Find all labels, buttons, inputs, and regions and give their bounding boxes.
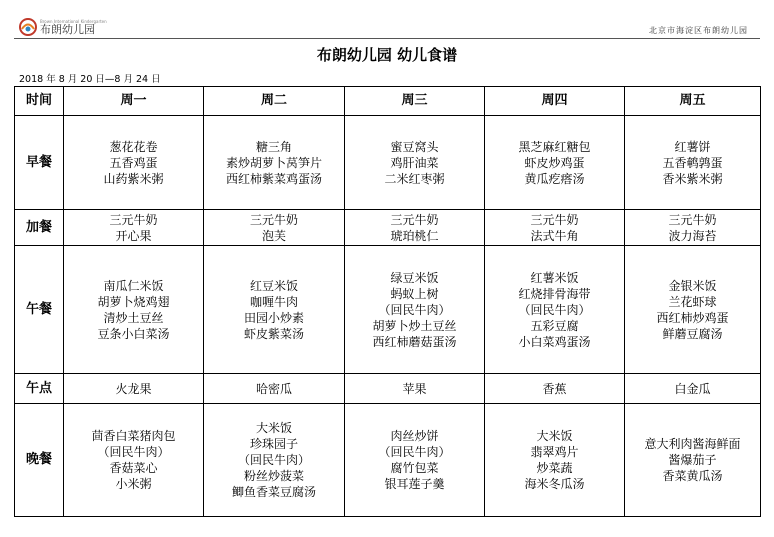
menu-cell — [64, 374, 204, 404]
dish-list — [204, 278, 344, 342]
dish-list — [64, 381, 203, 397]
dish-list — [204, 420, 344, 500]
dish-list — [625, 381, 760, 397]
dish-item: 绿豆米饭 — [390, 270, 439, 285]
meal-label: 加餐 — [15, 210, 64, 246]
dish-item: 虾皮紫菜汤 — [243, 326, 304, 341]
dish-item: 火龙果 — [115, 381, 152, 396]
menu-cell — [204, 374, 345, 404]
dish-item: 西红柿紫菜鸡蛋汤 — [225, 171, 322, 186]
menu-cell — [345, 246, 485, 374]
menu-cell — [64, 404, 204, 517]
meal-row — [15, 116, 761, 210]
menu-cell — [64, 116, 204, 210]
dish-item: 香菜黄瓜汤 — [662, 469, 723, 483]
menu-cell — [625, 404, 761, 517]
table-header-row — [15, 87, 761, 116]
meal-label: 午点 — [15, 374, 64, 404]
menu-table — [14, 86, 761, 517]
dish-item: 咖喱牛肉 — [249, 294, 298, 309]
dish-item: （回民牛肉） — [378, 302, 451, 317]
dish-item: 波力海苔 — [668, 228, 717, 243]
dish-item: 红薯米饭 — [530, 270, 579, 285]
dish-item: 黄瓜疙瘩汤 — [524, 171, 585, 186]
dish-list — [204, 212, 344, 244]
meal-row — [15, 404, 761, 517]
dish-item: 海米冬瓜汤 — [524, 477, 585, 491]
dish-item: 南瓜仁米饭 — [103, 278, 164, 293]
menu-cell — [625, 374, 761, 404]
dish-item: 鲫鱼香菜豆腐汤 — [231, 485, 316, 499]
dish-item: 蜜豆窝头 — [390, 139, 439, 154]
dish-item: （回民牛肉） — [237, 453, 310, 467]
school-name-right: 北京市海淀区布朗幼儿园 — [649, 26, 748, 35]
dish-item: 酱爆茄子 — [668, 453, 717, 467]
dish-item: 三元牛奶 — [530, 212, 579, 227]
dish-list — [345, 139, 484, 187]
dish-item: 黑芝麻红糖包 — [518, 139, 591, 154]
dish-list — [345, 381, 484, 397]
logo-icon — [18, 17, 38, 37]
menu-cell — [625, 116, 761, 210]
dish-list — [485, 270, 624, 350]
dish-item: 开心果 — [115, 228, 152, 243]
day-header: 周一 — [64, 87, 204, 116]
dish-list — [485, 428, 624, 492]
dish-item: 肉丝炒饼 — [390, 429, 439, 443]
menu-cell — [204, 210, 345, 246]
day-header: 周五 — [625, 87, 761, 116]
dish-item: 大米饭 — [536, 429, 573, 443]
dish-item: 西红柿炒鸡蛋 — [656, 310, 729, 325]
dish-item: 田园小炒素 — [243, 310, 304, 325]
dish-list — [485, 139, 624, 187]
dish-item: （回民牛肉） — [518, 302, 591, 317]
dish-item: 珍珠园子 — [249, 437, 298, 451]
menu-cell — [204, 404, 345, 517]
dish-item: 意大利肉酱海鲜面 — [644, 437, 741, 451]
dish-item: 金银米饭 — [668, 278, 717, 293]
menu-cell — [485, 246, 625, 374]
dish-item: 山药紫米粥 — [103, 171, 164, 186]
dish-list — [345, 270, 484, 350]
menu-cell — [625, 246, 761, 374]
dish-item: 苹果 — [402, 381, 427, 396]
logo-text: 布朗幼儿园 — [40, 23, 95, 36]
dish-item: 红薯饼 — [674, 139, 711, 154]
menu-cell — [345, 404, 485, 517]
dish-item: 虾皮炒鸡蛋 — [524, 155, 585, 170]
dish-item: 香米紫米粥 — [662, 171, 723, 186]
dish-item: 法式牛角 — [530, 228, 579, 243]
dish-item: 胡萝卜烧鸡翅 — [97, 294, 170, 309]
menu-cell — [485, 210, 625, 246]
dish-list — [625, 436, 760, 484]
dish-item: 腐竹包菜 — [390, 461, 439, 475]
dish-item: 鲜蘑豆腐汤 — [662, 326, 723, 341]
dish-item: 三元牛奶 — [390, 212, 439, 227]
dish-list — [625, 212, 760, 244]
day-header: 周三 — [345, 87, 485, 116]
dish-item: 三元牛奶 — [109, 212, 158, 227]
logo-small-text: Brown International Kindergarten — [40, 19, 107, 24]
dish-item: 西红柿蘑菇蛋汤 — [372, 334, 457, 349]
menu-cell — [485, 374, 625, 404]
menu-cell — [485, 116, 625, 210]
dish-item: 香蕉 — [542, 381, 567, 396]
dish-list — [64, 212, 203, 244]
menu-cell — [345, 116, 485, 210]
dish-item: 兰花虾球 — [668, 294, 717, 309]
dish-list — [64, 428, 203, 492]
dish-item: 小白菜鸡蛋汤 — [518, 334, 591, 349]
dish-item: 葱花花卷 — [109, 139, 158, 154]
dish-item: 素炒胡萝卜莴笋片 — [225, 155, 322, 170]
dish-item: 五香鸡蛋 — [109, 155, 158, 170]
dish-item: 茴香白菜猪肉包 — [91, 429, 176, 443]
dish-list — [625, 278, 760, 342]
dish-item: 豆条小白菜汤 — [97, 326, 170, 341]
menu-cell — [64, 210, 204, 246]
dish-item: （回民牛肉） — [97, 445, 170, 459]
dish-item: 泡芙 — [261, 228, 286, 243]
dish-item: 蚂蚁上树 — [390, 286, 439, 301]
dish-item: 白金瓜 — [674, 381, 711, 396]
dish-item: 三元牛奶 — [668, 212, 717, 227]
meal-label: 午餐 — [15, 246, 64, 374]
dish-item: 清炒土豆丝 — [103, 310, 164, 325]
meal-label: 晚餐 — [15, 404, 64, 517]
school-logo — [18, 16, 107, 38]
dish-item: （回民牛肉） — [378, 445, 451, 459]
meal-label: 早餐 — [15, 116, 64, 210]
menu-cell — [64, 246, 204, 374]
dish-item: 五香鹌鹑蛋 — [662, 155, 723, 170]
meal-row — [15, 374, 761, 404]
menu-cell — [345, 374, 485, 404]
dish-item: 炒菜蔬 — [536, 461, 573, 475]
logo-text-block — [40, 19, 107, 35]
meal-row — [15, 246, 761, 374]
dish-item: 银耳莲子羹 — [384, 477, 445, 491]
meal-row — [15, 210, 761, 246]
dish-item: 香菇菜心 — [109, 461, 158, 475]
dish-item: 三元牛奶 — [249, 212, 298, 227]
dish-item: 红豆米饭 — [249, 278, 298, 293]
menu-cell — [204, 246, 345, 374]
menu-cell — [485, 404, 625, 517]
dish-list — [345, 428, 484, 492]
dish-item: 红烧排骨海带 — [518, 286, 591, 301]
page-header — [14, 10, 760, 38]
menu-cell — [204, 116, 345, 210]
dish-list — [64, 278, 203, 342]
header-divider — [14, 38, 760, 39]
day-header: 周四 — [485, 87, 625, 116]
menu-cell — [625, 210, 761, 246]
dish-list — [485, 212, 624, 244]
dish-list — [625, 139, 760, 187]
dish-item: 粉丝炒菠菜 — [243, 469, 304, 483]
dish-item: 二米红枣粥 — [384, 171, 445, 186]
day-header: 周二 — [204, 87, 345, 116]
menu-cell — [345, 210, 485, 246]
page-title: 布朗幼儿园 幼儿食谱 — [316, 46, 458, 64]
dish-item: 胡萝卜炒土豆丝 — [372, 318, 457, 333]
dish-list — [204, 139, 344, 187]
dish-list — [64, 139, 203, 187]
dish-item: 五彩豆腐 — [530, 318, 579, 333]
date-range: 2018 年 8 月 20 日—8 月 24 日 — [19, 74, 161, 85]
dish-item: 哈密瓜 — [255, 381, 292, 396]
dish-item: 翡翠鸡片 — [530, 445, 579, 459]
dish-item: 小米粥 — [115, 477, 152, 491]
dish-list — [485, 381, 624, 397]
dish-item: 大米饭 — [255, 421, 292, 435]
dish-item: 鸡肝油菜 — [390, 155, 439, 170]
dish-list — [204, 381, 344, 397]
dish-item: 糖三角 — [255, 139, 292, 154]
dish-item: 琥珀桃仁 — [390, 228, 439, 243]
corner-cell: 时间 — [15, 87, 64, 116]
dish-list — [345, 212, 484, 244]
